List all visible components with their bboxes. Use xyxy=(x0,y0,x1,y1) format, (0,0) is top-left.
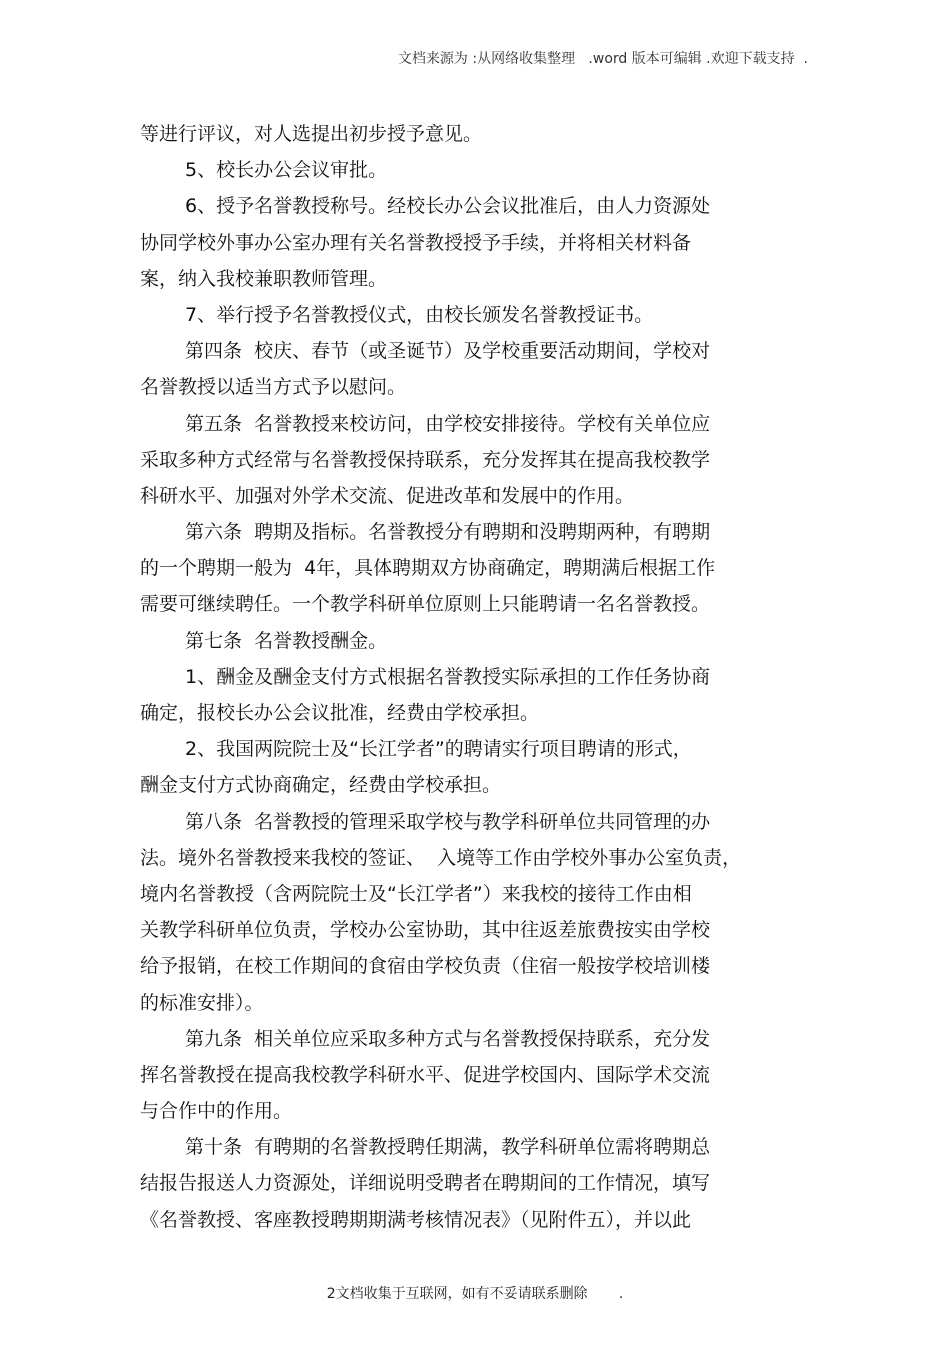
text-line: 第十条 有聘期的名誉教授聘任期满，教学科研单位需将聘期总 xyxy=(185,1136,711,1159)
text-line: 境内名誉教授（含两院院士及“长江学者”）来我校的接待工作由相 xyxy=(140,882,692,905)
text-line: 需要可继续聘任。一个教学科研单位原则上只能聘请一名名誉教授。 xyxy=(140,593,711,616)
text-line: 与合作中的作用。 xyxy=(140,1100,293,1123)
document-body xyxy=(140,116,820,1238)
text-line: 采取多种方式经常与名誉教授保持联系，充分发挥其在提高我校教学 xyxy=(140,448,711,471)
text-line: 法。境外名誉教授来我校的签证、 入境等工作由学校外事办公室负责， xyxy=(140,846,742,869)
text-line: 确定，报校长办公会议批准，经费由学校承担。 xyxy=(140,702,540,724)
text-line: 协同学校外事办公室办理有关名誉教授授予手续，并将相关材料备 xyxy=(140,231,692,254)
text-line: 的标准安排）。 xyxy=(140,991,264,1014)
text-line: 科研水平、加强对外学术交流、促进改革和发展中的作用。 xyxy=(140,484,635,507)
text-line: 7、举行授予名誉教授仪式，由校长颁发名誉教授证书。 xyxy=(185,303,654,326)
text-line: 2、我国两院院士及“长江学者”的聘请实行项目聘请的形式， xyxy=(185,738,692,761)
text-line: 挥名誉教授在提高我校教学科研水平、促进学校国内、国际学术交流 xyxy=(140,1063,711,1086)
text-line: 第四条 校庆、春节（或圣诞节）及学校重要活动期间，学校对 xyxy=(185,340,711,363)
text-line: 第五条 名誉教授来校访问，由学校安排接待。学校有关单位应 xyxy=(185,412,711,435)
text-line: 案，纳入我校兼职教师管理。 xyxy=(140,267,388,290)
text-line: 第九条 相关单位应采取多种方式与名誉教授保持联系，充分发 xyxy=(185,1027,711,1050)
text-line: 的一个聘期一般为 4年，具体聘期双方协商确定，聘期满后根据工作 xyxy=(140,557,716,580)
text-line: 关教学科研单位负责，学校办公室协助，其中往返差旅费按实由学校 xyxy=(140,919,711,942)
text-line: 名誉教授以适当方式予以慰问。 xyxy=(140,376,407,399)
page-footer: 2文档收集于互联网，如有不妥请联系删除 . xyxy=(326,1286,624,1302)
text-line: 酬金支付方式协商确定，经费由学校承担。 xyxy=(140,774,502,797)
text-line: 1、酬金及酬金支付方式根据名誉教授实际承担的工作任务协商 xyxy=(185,665,711,688)
text-line: 等进行评议，对人选提出初步授予意见。 xyxy=(140,123,483,145)
text-line: 第八条 名誉教授的管理采取学校与教学科研单位共同管理的办 xyxy=(185,810,711,833)
text-line: 第七条 名誉教授酬金。 xyxy=(185,629,388,652)
text-line: 给予报销，在校工作期间的食宿由学校负责（住宿一般按学校培训楼 xyxy=(140,955,711,978)
text-line: 6、授予名誉教授称号。经校长办公会议批准后，由人力资源处 xyxy=(185,195,711,218)
page-header: 文档来源为 :从网络收集整理 .word 版本可编辑 .欢迎下载支持 . xyxy=(397,51,808,67)
text-line: 5、校长办公会议审批。 xyxy=(185,159,388,182)
text-line: 结报告报送人力资源处，详细说明受聘者在聘期间的工作情况，填写 xyxy=(140,1172,711,1195)
text-line: 第六条 聘期及指标。名誉教授分有聘期和没聘期两种，有聘期 xyxy=(185,521,711,544)
text-line: 《名誉教授、客座教授聘期期满考核情况表》（见附件五），并以此 xyxy=(140,1208,692,1231)
